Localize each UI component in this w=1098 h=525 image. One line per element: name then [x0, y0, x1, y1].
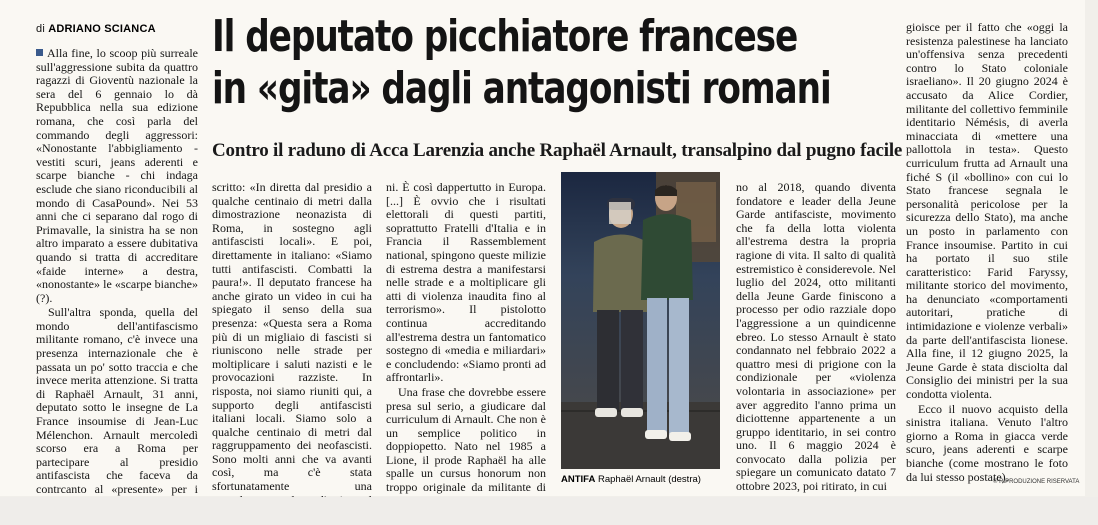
- headline-line-1: Il deputato picchiatore francese: [212, 11, 798, 62]
- article-column-3: [386, 181, 546, 509]
- article-column-4: [736, 181, 896, 495]
- paragraph: gioisce per il fatto che «oggi la resistenza palestinese ha lanciato un'offensiva senza precedenti contro lo Stato coloniale israeliano». Il 20 giugno 2024 è accusato da Alice Cordier, militante del collettivo femminile identitario Némésis, di averla minacciata di «mettere una pallottola in testa». Questo curriculum frutta ad Arnault una fiché S (il «bollino» con cui lo Stato francese segnala le personalità pericolose per la sicurezza dello Stato), ma anche un posto in parlamento con France insoumise. Partito in cui ha portato il suo stile caratteristico: Farid Faryssy, militante storico del movimento, ha denunciato «comportamenti autoritari, pratiche di intimidazione e violenze verbali» da parte dell'antifascista lionese. Alla fine, il 12 giugno 2025, la Jeune Garde è stata disciolta dal Consiglio dei ministri per la sua condotta violenta.: [906, 20, 1068, 402]
- author-name: ADRIANO SCIANCA: [48, 23, 156, 35]
- paragraph: ni. È così dappertutto in Europa. [...] È ovvio che i risultati elettorali di questi partiti, soprattutto Fratelli d'Italia e in Francia il Rassemblement national, spingono queste milizie di estrema destra a manifestarsi nelle strade e a moltiplicare gli atti di violenza inaudita fino al terrorismo». Il pistolotto continua accreditando all'estrema destra un fantomatico sostegno di «media e miliardari» e concludendo: «Siamo pronti ad affrontarli».: [386, 180, 546, 385]
- article-column-2: [212, 181, 372, 522]
- byline-prefix: di: [36, 23, 45, 35]
- square-bullet-icon: [36, 49, 43, 56]
- copyright-notice: ® RIPRODUZIONE RISERVATA: [993, 479, 1080, 485]
- article-photo: [561, 172, 720, 469]
- paragraph: Sull'altra sponda, quella del mondo dell'antifascismo militante romano, c'è invece una presenza internazionale che è passata un po' sotto traccia e che invece merita attenzione. Si tratta di Raphaël Arnault, 31 anni, deputato sotto le insegne de La France insoumise di Jean-Luc Mélenchon. Arnault mercoledì scorso era a Roma per partecipare al presidio antifascista che faceva da contrcanto al «presente» per i: [36, 305, 198, 496]
- photo-caption: [561, 474, 731, 485]
- article-column-5: [906, 21, 1068, 485]
- bottom-bar: [0, 497, 1098, 525]
- article-column-1: [36, 47, 198, 511]
- headline: [212, 11, 831, 115]
- paragraph: Ecco il nuovo acquisto della sinistra italiana. Venuto l'altro giorno a Roma in giacca verde scuro, jeans aderenti e scarpe bianche (come mostrano le foto da lui stesso postate).: [906, 401, 1068, 484]
- photo-illustration: [561, 172, 720, 469]
- paragraph: no al 2018, quando diventa fondatore e leader della Jeune Garde antifasciste, movimento che fa della lotta violenta all'estrema destra la propria ragione di vita. Il salto di qualità estremistico è considerevole. Nel luglio del 2024, otto militanti della Jeune Garde finiscono a processo per odio razziale dopo l'aggressione a un quindicenne ebreo. Lo stesso Arnault è stato condannato nel febbraio 2022 a quattro mesi di prigione con la condizionale per «violenza volontaria in associazione» per aver aggredito l'anno prima un diciottenne appartenente a un gruppo identitario, in sei contro uno. Il 6 maggio 2024 è convocato dalla polizia per spiegare un comunicato datato 7 ottobre 2023, poi ritirato, in cui: [736, 180, 896, 494]
- caption-text: Raphaël Arnault (destra): [595, 474, 701, 485]
- byline: [36, 23, 156, 35]
- paragraph: scritto: «In diretta dal presidio a qualche centinaio di metri dalla dimostrazione neonazista di Roma, in sostegno agli antifascisti locali». E poi, direttamente in italiano: «Siamo tutti antifascisti. Combatti la paura!». Il deputato francese ha anche girato un video in cui ha spiegato il senso della sua presenza: «Questa sera a Roma più di un migliaio di fascisti si riuniscono nelle strade per moltiplicare i saluti nazisti e le provocazioni razziste. In risposta, noi siamo riuniti qui, a supporto degli antifascisti italiani locali. Siamo solo a qualche centinaio di metri dal raggruppamento dei neofascisti. Sono molti anni che va avanti così, ma c'è stata sfortunatamente una: [212, 180, 372, 494]
- paragraph: Una frase che dovrebbe essere presa sul serio, a giudicare dal curriculum di Arnault. Che non è un semplice politico in doppiopetto. Nato nel 1985 a Lione, il prode Raphaël ha alle spalle un cursus honorum non troppo originale da militante di: [386, 384, 546, 495]
- headline-line-2: in «gita» dagli antagonisti romani: [212, 63, 831, 114]
- paragraph: Alla fine, lo scoop più surreale sull'aggressione subita da quattro ragazzi di Gioventù nazionale la sera del 6 gennaio lo dà Repubblica nella sua edizione romana, che così parla del commando degli aggressori: «Nonostante l'abbigliamento - vestiti scuri, jeans aderenti e scarpe bianche - chi indaga esclude che siano riconducibili al mondo di CasaPound». Nei 53 anni che ci separano dal rogo di Primavalle, la sinistra ha se non altro imparato a essere dubitativa quando si tratta di accreditare «faide interne» a destra, «nonostante» le «scarpe bianche» (?).: [36, 46, 198, 305]
- subheadline: Contro il raduno di Acca Larenzia anche Raphaël Arnault, transalpino dal pugno facile: [212, 140, 903, 161]
- caption-tag: ANTIFA: [561, 474, 596, 485]
